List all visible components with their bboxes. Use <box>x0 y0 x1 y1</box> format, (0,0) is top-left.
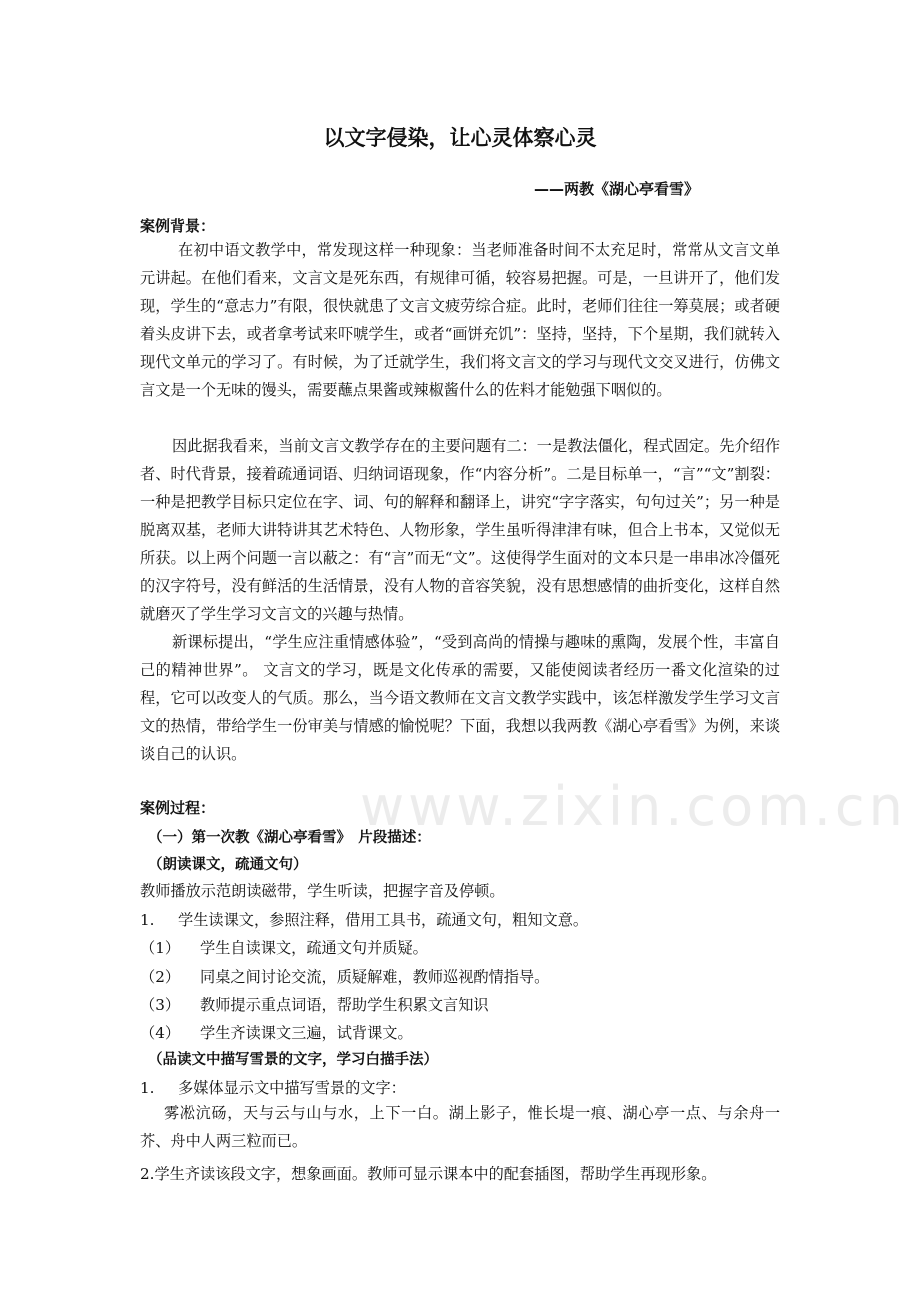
step-text: 同桌之间讨论交流，质疑解难，教师巡视酌情指导。 <box>200 968 550 986</box>
step-number: （4） <box>140 1024 181 1042</box>
media-item-1 <box>140 1077 406 1098</box>
step-text: 学生自读课文，疏通文句并质疑。 <box>200 939 428 957</box>
background-paragraph-1: 在初中语文教学中，常发现这样一种现象：当老师准备时间不太充足时，常常从文言文单元讲起。在他们看来，文言文是死东西，有规律可循，较容易把握。可是，一旦讲开了，他们发现，学生的“意志力”有限，很快就患了文言文疲劳综合症。此时，老师们往往一筹莫展；或者硬着头皮讲下去，或者拿考试来吓唬学生，或者“画饼充饥”：坚持，坚持，下个星期，我们就转入现代文单元的学习了。有时候，为了迁就学生，我们将文言文的学习与现代文交叉进行，仿佛文言文是一个无味的馒头，需要蘸点果酱或辣椒酱什么的佐料才能勉强下咽似的。 <box>140 241 780 399</box>
list-number: 1. <box>140 911 155 929</box>
document-title: 以文字侵染，让心灵体察心灵 <box>323 126 597 150</box>
watermark: www.zixin.com.cn <box>360 775 907 838</box>
background-paragraph-3: 新课标提出，“学生应注重情感体验”，“受到高尚的情操与趣味的熏陶，发展个性，丰富自己的精神世界”。 文言文的学习，既是文化传承的需要，又能使阅读者经历一番文化渲染的过程，它可以改变人的气质。那么，当今语文教师在文言文教学实践中，该怎样激发学生学习文言文的热情，带给学生一份审美与情感的愉悦呢？下面，我想以我两教《湖心亭看雪》为例，来谈谈自己的认识。 <box>140 633 780 763</box>
step-item-2 <box>140 966 549 987</box>
section-heading-first-lesson: （一）第一次教《湖心亭看雪》 片段描述： <box>148 830 431 846</box>
list-item <box>140 909 588 930</box>
step-number: （3） <box>140 996 181 1014</box>
step-item-3 <box>140 994 489 1015</box>
step-number: （1） <box>140 939 181 957</box>
snow-scene-quote: 雾凇沆砀，天与云与山与水，上下一白。湖上影子，惟长堤一痕、湖心亭一点、与余舟一芥、舟中人两三粒而已。 <box>140 1104 780 1150</box>
background-paragraph-2: 因此据我看来，当前文言文教学存在的主要问题有二：一是教法僵化，程式固定。先介绍作者、时代背景，接着疏通词语、归纳词语现象，作“内容分析”。二是目标单一，“言”“文”割裂：一种是把教学目标只定位在字、词、句的解释和翻译上，讲究“字字落实，句句过关”；另一种是脱离双基，老师大讲特讲其艺术特色、人物形象，学生虽听得津津有味，但合上书本，又觉似无所获。以上两个问题一言以蔽之：有“言”而无“文”。这使得学生面对的文本只是一串串冰冷僵死的汉字符号，没有鲜活的生活情景，没有人物的音容笑貌，没有思想感情的曲折变化，这样自然就磨灭了学生学习文言文的兴趣与热情。 <box>140 437 780 623</box>
subheading-reading: （朗读课文，疏通文句） <box>148 857 308 873</box>
step-text: 学生齐读课文三遍，试背课文。 <box>200 1024 413 1042</box>
list-number: 1. <box>140 1079 155 1097</box>
process-heading: 案例过程： <box>140 799 216 817</box>
background-heading: 案例背景： <box>140 217 216 235</box>
media-item-2: 2.学生齐读该段文字，想象画面。教师可显示课本中的配套插图，帮助学生再现形象。 <box>140 1165 717 1183</box>
document-subtitle: ——两教《湖心亭看雪》 <box>534 180 700 198</box>
list-text: 多媒体显示文中描写雪景的文字： <box>178 1079 406 1097</box>
step-number: （2） <box>140 968 181 986</box>
step-item-4 <box>140 1022 413 1043</box>
subheading-appreciation: （品读文中描写雪景的文字，学习白描手法） <box>148 1052 438 1068</box>
intro-line: 教师播放示范朗读磁带，学生听读，把握字音及停顿。 <box>140 882 505 900</box>
step-item-1 <box>140 937 428 958</box>
list-text: 学生读课文，参照注释，借用工具书，疏通文句，粗知文意。 <box>178 911 589 929</box>
step-text: 教师提示重点词语，帮助学生积累文言知识 <box>200 996 489 1014</box>
